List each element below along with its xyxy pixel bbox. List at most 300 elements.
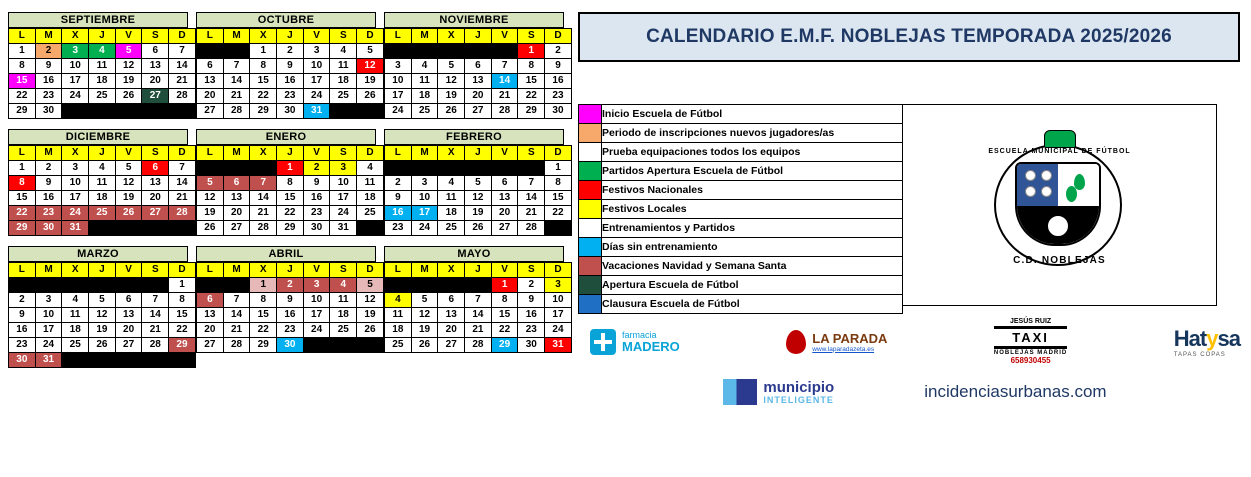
day-cell[interactable]: 17 xyxy=(62,191,89,206)
day-cell[interactable]: 18 xyxy=(411,89,438,104)
day-cell[interactable]: 11 xyxy=(62,308,89,323)
day-cell[interactable]: 1 xyxy=(277,161,304,176)
day-cell[interactable]: 20 xyxy=(465,89,492,104)
day-cell[interactable]: 2 xyxy=(35,161,62,176)
day-cell[interactable]: 1 xyxy=(250,44,277,59)
month-title: NOVIEMBRE xyxy=(384,12,564,28)
day-cell[interactable]: 13 xyxy=(115,308,142,323)
day-cell[interactable]: 2 xyxy=(303,161,330,176)
day-cell[interactable]: 1 xyxy=(169,278,196,293)
day-cell[interactable]: 13 xyxy=(197,74,224,89)
day-cell[interactable]: 29 xyxy=(169,338,196,353)
day-cell[interactable]: 19 xyxy=(115,74,142,89)
legend-label: Festivos Nacionales xyxy=(602,181,903,200)
day-cell[interactable]: 8 xyxy=(518,59,545,74)
day-cell[interactable]: 4 xyxy=(330,44,357,59)
day-cell[interactable]: 27 xyxy=(491,221,518,236)
day-cell[interactable]: 28 xyxy=(518,221,545,236)
day-cell[interactable]: 29 xyxy=(277,221,304,236)
day-cell[interactable]: 31 xyxy=(303,104,330,119)
day-cell[interactable]: 7 xyxy=(465,293,492,308)
day-cell[interactable]: 13 xyxy=(438,308,465,323)
day-cell[interactable]: 3 xyxy=(545,278,572,293)
weekday-header-cell: M xyxy=(411,263,438,278)
day-cell[interactable]: 29 xyxy=(491,338,518,353)
day-cell[interactable]: 26 xyxy=(411,338,438,353)
day-cell[interactable]: 18 xyxy=(438,206,465,221)
day-cell[interactable]: 9 xyxy=(277,293,304,308)
day-cell[interactable]: 3 xyxy=(62,161,89,176)
day-cell[interactable]: 6 xyxy=(465,59,492,74)
week-row xyxy=(9,59,196,74)
day-cell[interactable]: 22 xyxy=(545,206,572,221)
day-cell[interactable]: 14 xyxy=(491,74,518,89)
day-cell[interactable]: 14 xyxy=(169,59,196,74)
day-cell[interactable]: 15 xyxy=(545,191,572,206)
day-cell[interactable]: 13 xyxy=(465,74,492,89)
day-cell[interactable]: 21 xyxy=(169,74,196,89)
day-cell[interactable]: 4 xyxy=(330,278,357,293)
day-cell[interactable]: 10 xyxy=(385,74,412,89)
day-cell[interactable]: 3 xyxy=(385,59,412,74)
day-cell[interactable]: 12 xyxy=(438,74,465,89)
day-cell[interactable]: 6 xyxy=(491,176,518,191)
day-cell[interactable]: 10 xyxy=(411,191,438,206)
day-cell[interactable]: 16 xyxy=(35,191,62,206)
day-cell[interactable]: 21 xyxy=(465,323,492,338)
day-cell[interactable]: 10 xyxy=(35,308,62,323)
week-row xyxy=(197,59,384,74)
day-cell[interactable]: 26 xyxy=(357,89,384,104)
day-cell[interactable]: 30 xyxy=(303,221,330,236)
day-cell[interactable]: 30 xyxy=(545,104,572,119)
day-cell[interactable]: 10 xyxy=(303,293,330,308)
day-cell[interactable]: 14 xyxy=(223,308,250,323)
day-cell[interactable]: 28 xyxy=(491,104,518,119)
weekday-header-cell: X xyxy=(438,146,465,161)
day-cell[interactable]: 3 xyxy=(303,44,330,59)
day-cell[interactable]: 29 xyxy=(9,221,36,236)
day-cell[interactable]: 23 xyxy=(545,89,572,104)
day-cell[interactable]: 15 xyxy=(250,74,277,89)
day-cell[interactable]: 26 xyxy=(197,221,224,236)
day-cell[interactable]: 19 xyxy=(89,323,116,338)
day-cell[interactable]: 2 xyxy=(35,44,62,59)
day-cell[interactable]: 21 xyxy=(142,323,169,338)
day-cell[interactable]: 18 xyxy=(89,74,116,89)
day-cell[interactable]: 11 xyxy=(357,176,384,191)
day-cell[interactable]: 5 xyxy=(357,44,384,59)
day-cell[interactable]: 10 xyxy=(62,59,89,74)
day-cell[interactable]: 6 xyxy=(223,176,250,191)
day-cell[interactable]: 7 xyxy=(518,176,545,191)
day-cell[interactable]: 12 xyxy=(357,59,384,74)
day-cell[interactable]: 13 xyxy=(197,308,224,323)
day-cell[interactable]: 5 xyxy=(465,176,492,191)
day-cell[interactable]: 8 xyxy=(169,293,196,308)
day-cell[interactable]: 5 xyxy=(411,293,438,308)
day-cell[interactable]: 14 xyxy=(223,74,250,89)
day-cell[interactable]: 6 xyxy=(438,293,465,308)
day-cell[interactable]: 28 xyxy=(169,89,196,104)
weekday-header-cell: V xyxy=(115,263,142,278)
day-cell[interactable]: 7 xyxy=(169,161,196,176)
weekday-header-cell: M xyxy=(411,29,438,44)
day-cell[interactable]: 6 xyxy=(197,293,224,308)
day-cell[interactable]: 31 xyxy=(330,221,357,236)
day-cell[interactable]: 21 xyxy=(491,89,518,104)
week-row xyxy=(385,191,572,206)
day-cell[interactable]: 18 xyxy=(89,191,116,206)
day-cell[interactable]: 28 xyxy=(223,104,250,119)
day-cell[interactable]: 16 xyxy=(277,74,304,89)
day-cell[interactable]: 3 xyxy=(35,293,62,308)
day-cell[interactable]: 7 xyxy=(223,59,250,74)
day-cell[interactable]: 22 xyxy=(169,323,196,338)
empty-day-cell xyxy=(169,104,196,119)
day-cell[interactable]: 8 xyxy=(9,176,36,191)
day-cell[interactable]: 4 xyxy=(89,161,116,176)
day-cell[interactable]: 8 xyxy=(491,293,518,308)
day-cell[interactable]: 1 xyxy=(518,44,545,59)
day-cell[interactable]: 23 xyxy=(518,323,545,338)
day-cell[interactable]: 2 xyxy=(277,278,304,293)
day-cell[interactable]: 18 xyxy=(330,74,357,89)
day-cell[interactable]: 3 xyxy=(411,176,438,191)
day-cell[interactable]: 13 xyxy=(223,191,250,206)
day-cell[interactable]: 25 xyxy=(62,338,89,353)
day-cell[interactable]: 16 xyxy=(303,191,330,206)
day-cell[interactable]: 10 xyxy=(545,293,572,308)
day-cell[interactable]: 11 xyxy=(89,176,116,191)
day-cell[interactable]: 17 xyxy=(545,308,572,323)
day-cell[interactable]: 19 xyxy=(465,206,492,221)
day-cell[interactable]: 24 xyxy=(35,338,62,353)
day-cell[interactable]: 18 xyxy=(330,308,357,323)
day-cell[interactable]: 25 xyxy=(357,206,384,221)
day-cell[interactable]: 11 xyxy=(411,74,438,89)
day-cell[interactable]: 5 xyxy=(357,278,384,293)
day-cell[interactable]: 27 xyxy=(197,338,224,353)
day-cell[interactable]: 9 xyxy=(277,59,304,74)
day-cell[interactable]: 25 xyxy=(411,104,438,119)
day-cell[interactable]: 22 xyxy=(518,89,545,104)
day-cell[interactable]: 25 xyxy=(330,323,357,338)
day-cell[interactable]: 3 xyxy=(303,278,330,293)
day-cell[interactable]: 1 xyxy=(9,161,36,176)
day-cell[interactable]: 24 xyxy=(62,89,89,104)
day-cell[interactable]: 22 xyxy=(250,323,277,338)
weekday-header-cell: J xyxy=(465,146,492,161)
day-cell[interactable]: 13 xyxy=(142,176,169,191)
day-cell[interactable]: 16 xyxy=(385,206,412,221)
day-cell[interactable]: 26 xyxy=(89,338,116,353)
day-cell[interactable]: 30 xyxy=(518,338,545,353)
day-cell[interactable]: 20 xyxy=(491,206,518,221)
day-cell[interactable]: 27 xyxy=(142,89,169,104)
day-cell[interactable]: 17 xyxy=(303,74,330,89)
day-cell[interactable]: 6 xyxy=(197,59,224,74)
day-cell[interactable]: 10 xyxy=(62,176,89,191)
day-cell[interactable]: 2 xyxy=(545,44,572,59)
day-cell[interactable]: 24 xyxy=(545,323,572,338)
day-cell[interactable]: 6 xyxy=(115,293,142,308)
day-cell[interactable]: 29 xyxy=(250,104,277,119)
day-cell[interactable]: 20 xyxy=(223,206,250,221)
day-cell[interactable]: 31 xyxy=(62,221,89,236)
legend-row xyxy=(579,257,903,276)
day-cell[interactable]: 20 xyxy=(197,89,224,104)
day-cell[interactable]: 15 xyxy=(491,308,518,323)
day-cell[interactable]: 14 xyxy=(250,191,277,206)
day-cell[interactable]: 9 xyxy=(518,293,545,308)
day-cell[interactable]: 11 xyxy=(438,191,465,206)
day-cell[interactable]: 16 xyxy=(9,323,36,338)
day-cell[interactable]: 22 xyxy=(9,206,36,221)
day-cell[interactable]: 30 xyxy=(277,338,304,353)
day-cell[interactable]: 31 xyxy=(545,338,572,353)
day-cell[interactable]: 22 xyxy=(9,89,36,104)
day-cell[interactable]: 4 xyxy=(89,44,116,59)
day-cell[interactable]: 9 xyxy=(35,59,62,74)
weekday-header-cell: L xyxy=(197,263,224,278)
day-cell[interactable]: 16 xyxy=(545,74,572,89)
day-cell[interactable]: 29 xyxy=(9,104,36,119)
weekday-header-row xyxy=(9,146,196,161)
day-cell[interactable]: 11 xyxy=(89,59,116,74)
weekday-header-cell: L xyxy=(9,29,36,44)
day-cell[interactable]: 11 xyxy=(385,308,412,323)
crest-arc-top-text: ESCUELA MUNICIPAL DE FÚTBOL xyxy=(988,148,1131,155)
day-cell[interactable]: 15 xyxy=(169,308,196,323)
week-row xyxy=(197,308,384,323)
day-cell[interactable]: 27 xyxy=(115,338,142,353)
day-cell[interactable]: 25 xyxy=(89,89,116,104)
day-cell[interactable]: 29 xyxy=(518,104,545,119)
day-cell[interactable]: 2 xyxy=(9,293,36,308)
day-cell[interactable]: 16 xyxy=(35,74,62,89)
day-cell[interactable]: 17 xyxy=(385,89,412,104)
day-cell[interactable]: 15 xyxy=(9,74,36,89)
day-cell[interactable]: 23 xyxy=(303,206,330,221)
incidencias-urbanas-text[interactable]: incidenciasurbanas.com xyxy=(924,382,1107,401)
day-cell[interactable]: 21 xyxy=(518,206,545,221)
day-cell[interactable]: 20 xyxy=(115,323,142,338)
day-cell[interactable]: 5 xyxy=(438,59,465,74)
day-cell[interactable]: 22 xyxy=(277,206,304,221)
day-cell[interactable]: 14 xyxy=(465,308,492,323)
day-cell[interactable]: 23 xyxy=(277,323,304,338)
day-cell[interactable]: 27 xyxy=(142,206,169,221)
day-cell[interactable]: 2 xyxy=(277,44,304,59)
day-cell[interactable]: 8 xyxy=(250,293,277,308)
sponsors-area xyxy=(590,318,1240,428)
day-cell[interactable]: 3 xyxy=(330,161,357,176)
day-cell[interactable]: 17 xyxy=(411,206,438,221)
day-cell[interactable]: 9 xyxy=(9,308,36,323)
day-cell[interactable]: 7 xyxy=(142,293,169,308)
day-cell[interactable]: 24 xyxy=(303,323,330,338)
day-cell[interactable]: 4 xyxy=(385,293,412,308)
day-cell[interactable]: 8 xyxy=(9,59,36,74)
day-cell[interactable]: 19 xyxy=(357,308,384,323)
day-cell[interactable]: 12 xyxy=(411,308,438,323)
day-cell[interactable]: 24 xyxy=(385,104,412,119)
day-cell[interactable]: 10 xyxy=(330,176,357,191)
day-cell[interactable]: 7 xyxy=(491,59,518,74)
day-cell[interactable]: 26 xyxy=(438,104,465,119)
day-cell[interactable]: 15 xyxy=(277,191,304,206)
day-cell[interactable]: 26 xyxy=(465,221,492,236)
day-cell[interactable]: 28 xyxy=(142,338,169,353)
day-cell[interactable]: 19 xyxy=(197,206,224,221)
day-cell[interactable]: 4 xyxy=(62,293,89,308)
day-cell[interactable]: 20 xyxy=(438,323,465,338)
day-cell[interactable]: 20 xyxy=(197,323,224,338)
day-cell[interactable]: 29 xyxy=(250,338,277,353)
day-cell[interactable]: 18 xyxy=(385,323,412,338)
day-cell[interactable]: 8 xyxy=(277,176,304,191)
day-cell[interactable]: 12 xyxy=(115,176,142,191)
day-cell[interactable]: 24 xyxy=(330,206,357,221)
day-cell[interactable]: 1 xyxy=(491,278,518,293)
day-cell[interactable]: 25 xyxy=(330,89,357,104)
day-cell[interactable]: 28 xyxy=(223,338,250,353)
day-cell[interactable]: 12 xyxy=(357,293,384,308)
day-cell[interactable]: 5 xyxy=(115,44,142,59)
day-cell[interactable]: 7 xyxy=(223,293,250,308)
day-cell[interactable]: 4 xyxy=(438,176,465,191)
day-cell[interactable]: 8 xyxy=(250,59,277,74)
day-cell[interactable]: 17 xyxy=(35,323,62,338)
day-cell[interactable]: 2 xyxy=(385,176,412,191)
day-cell[interactable]: 23 xyxy=(35,206,62,221)
weekday-header-cell: X xyxy=(62,146,89,161)
la-parada-url[interactable]: www.laparadazeta.es xyxy=(812,345,875,353)
day-cell[interactable]: 30 xyxy=(35,104,62,119)
day-cell[interactable]: 14 xyxy=(142,308,169,323)
day-cell[interactable]: 27 xyxy=(465,104,492,119)
day-cell[interactable]: 17 xyxy=(330,191,357,206)
day-cell[interactable]: 10 xyxy=(303,59,330,74)
day-cell[interactable]: 27 xyxy=(197,104,224,119)
day-cell[interactable]: 25 xyxy=(438,221,465,236)
day-cell[interactable]: 18 xyxy=(357,191,384,206)
day-cell[interactable]: 9 xyxy=(35,176,62,191)
day-cell[interactable]: 16 xyxy=(518,308,545,323)
day-cell[interactable]: 8 xyxy=(545,176,572,191)
day-cell[interactable]: 23 xyxy=(35,89,62,104)
day-cell[interactable]: 27 xyxy=(438,338,465,353)
day-cell[interactable]: 19 xyxy=(411,323,438,338)
day-cell[interactable]: 12 xyxy=(197,191,224,206)
day-cell[interactable]: 9 xyxy=(385,191,412,206)
day-cell[interactable]: 6 xyxy=(142,161,169,176)
day-cell[interactable]: 12 xyxy=(89,308,116,323)
day-cell[interactable]: 23 xyxy=(9,338,36,353)
day-cell[interactable]: 9 xyxy=(545,59,572,74)
day-cell[interactable]: 18 xyxy=(62,323,89,338)
day-cell[interactable]: 2 xyxy=(518,278,545,293)
empty-day-cell xyxy=(223,278,250,293)
day-cell[interactable]: 30 xyxy=(35,221,62,236)
day-cell[interactable]: 5 xyxy=(197,176,224,191)
day-cell[interactable]: 13 xyxy=(491,191,518,206)
day-cell[interactable]: 31 xyxy=(35,353,62,368)
day-cell[interactable]: 24 xyxy=(62,206,89,221)
day-cell[interactable]: 12 xyxy=(465,191,492,206)
day-cell[interactable]: 6 xyxy=(142,44,169,59)
day-cell[interactable]: 17 xyxy=(303,308,330,323)
day-cell[interactable]: 24 xyxy=(411,221,438,236)
day-cell[interactable]: 7 xyxy=(169,44,196,59)
weekday-header-cell: D xyxy=(169,146,196,161)
day-cell[interactable]: 5 xyxy=(89,293,116,308)
day-cell[interactable]: 26 xyxy=(357,323,384,338)
day-cell[interactable]: 14 xyxy=(169,176,196,191)
day-cell[interactable]: 7 xyxy=(250,176,277,191)
month-table xyxy=(196,28,384,119)
day-cell[interactable]: 25 xyxy=(385,338,412,353)
day-cell[interactable]: 28 xyxy=(169,206,196,221)
day-cell[interactable]: 28 xyxy=(250,221,277,236)
day-cell[interactable]: 21 xyxy=(223,89,250,104)
day-cell[interactable]: 15 xyxy=(250,308,277,323)
day-cell[interactable]: 15 xyxy=(9,191,36,206)
day-cell[interactable]: 17 xyxy=(62,74,89,89)
day-cell[interactable]: 1 xyxy=(9,44,36,59)
day-cell[interactable]: 23 xyxy=(385,221,412,236)
day-cell[interactable]: 26 xyxy=(115,206,142,221)
day-cell[interactable]: 4 xyxy=(411,59,438,74)
day-cell[interactable]: 14 xyxy=(518,191,545,206)
day-cell[interactable]: 22 xyxy=(491,323,518,338)
day-cell[interactable]: 1 xyxy=(250,278,277,293)
day-cell[interactable]: 19 xyxy=(357,74,384,89)
day-cell[interactable]: 11 xyxy=(330,59,357,74)
day-cell[interactable]: 25 xyxy=(89,206,116,221)
day-cell[interactable]: 1 xyxy=(545,161,572,176)
day-cell[interactable]: 3 xyxy=(62,44,89,59)
day-cell[interactable]: 21 xyxy=(250,206,277,221)
day-cell[interactable]: 9 xyxy=(303,176,330,191)
day-cell[interactable]: 11 xyxy=(330,293,357,308)
day-cell[interactable]: 16 xyxy=(277,308,304,323)
day-cell[interactable]: 23 xyxy=(277,89,304,104)
day-cell[interactable]: 28 xyxy=(465,338,492,353)
day-cell[interactable]: 5 xyxy=(115,161,142,176)
day-cell[interactable]: 19 xyxy=(115,191,142,206)
day-cell[interactable]: 20 xyxy=(142,191,169,206)
week-row xyxy=(197,104,384,119)
day-cell[interactable]: 21 xyxy=(169,191,196,206)
day-cell[interactable]: 22 xyxy=(250,89,277,104)
day-cell[interactable]: 30 xyxy=(277,104,304,119)
title-area xyxy=(578,12,1240,62)
day-cell[interactable]: 21 xyxy=(223,323,250,338)
day-cell[interactable]: 27 xyxy=(223,221,250,236)
day-cell[interactable]: 12 xyxy=(115,59,142,74)
day-cell[interactable]: 15 xyxy=(518,74,545,89)
day-cell[interactable]: 19 xyxy=(438,89,465,104)
day-cell[interactable]: 4 xyxy=(357,161,384,176)
day-cell[interactable]: 26 xyxy=(115,89,142,104)
day-cell[interactable]: 30 xyxy=(9,353,36,368)
empty-day-cell xyxy=(89,353,116,368)
day-cell[interactable]: 20 xyxy=(142,74,169,89)
day-cell[interactable]: 13 xyxy=(142,59,169,74)
day-cell[interactable]: 24 xyxy=(303,89,330,104)
